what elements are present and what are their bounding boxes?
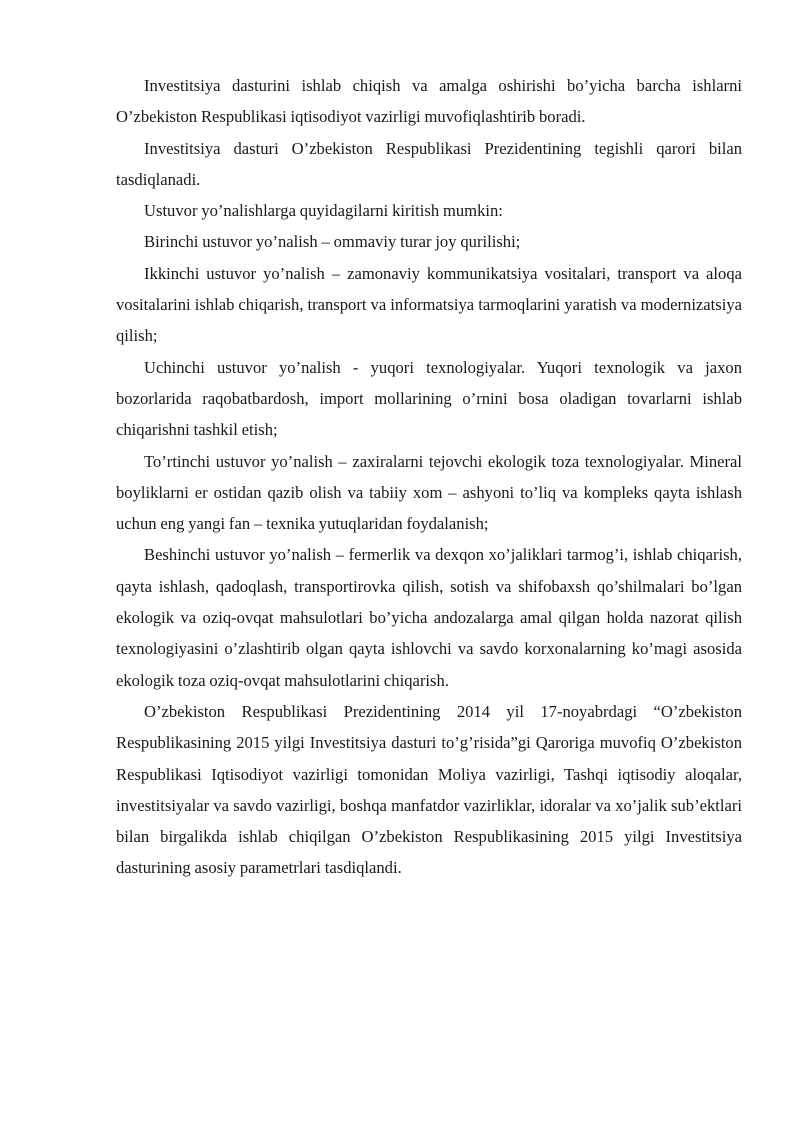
paragraph-priority-2: Ikkinchi ustuvor yo’nalish – zamonaviy kommunikatsiya vositalari, transport va aloqa vositalarini ishlab chiqarish, transport va informatsiya tarmoqlarini yaratish va modernizatsiya qilish; xyxy=(116,263,742,346)
paragraph-priority-1: Birinchi ustuvor yo’nalish – ommaviy turar joy qurilishi; xyxy=(144,232,521,252)
paragraph-decree-2015: O’zbekiston Respublikasi Prezidentining 2014 yil 17-noyabrdagi “O’zbekiston Respublikasining 2015 yilgi Investitsiya dasturi to’g’risida”gi Qaroriga muvofiq O’zbekiston Respublikasi Iqtisodiyot vazirligi tomonidan Moliya vazirligi, Tashqi iqtisodiy aloqalar, investitsiyalar va savdo vazirligi, boshqa manfatdor vazirliklar, idoralar va xo’jalik sub’ektlari bilan birgalikda ishlab chiqilgan O’zbekiston Respublikasining 2015 yilgi Investitsiya dasturining asosiy parametrlari tasdiqlandi. xyxy=(116,701,742,878)
paragraph-priorities-intro: Ustuvor yo’nalishlarga quyidagilarni kiritish mumkin: xyxy=(144,201,503,221)
paragraph-approval: Investitsiya dasturi O’zbekiston Respublikasi Prezidentining tegishli qarori bilan tasdiqlanadi. xyxy=(116,138,742,189)
paragraph-coordination: Investitsiya dasturini ishlab chiqish va amalga oshirishi bo’yicha barcha ishlarni O’zbekiston Respublikasi iqtisodiyot vazirligi muvofiqlashtirib boradi. xyxy=(116,76,742,127)
paragraph-priority-4: To’rtinchi ustuvor yo’nalish – zaxiralarni tejovchi ekologik toza texnologiyalar. Mineral boyliklarni er ostidan qazib olish va tabiiy xom – ashyoni to’liq va kompleks qayta ishlash uchun eng yangi fan – texnika yutuqlaridan foydalanish; xyxy=(116,451,742,534)
paragraph-priority-5: Beshinchi ustuvor yo’nalish – fermerlik va dexqon xo’jaliklari tarmog’i, ishlab chiqarish, qayta ishlash, qadoqlash, transportirovka qilish, sotish va shifobaxsh qo’shilmalari bo’lgan ekologik va oziq-ovqat mahsulotlari bo’yicha andozalarga amal qilgan holda nazorat qilish texnologiyasini o’zlashtirib olgan qayta ishlovchi va savdo korxonalarning ko’magi asosida ekologik toza oziq-ovqat mahsulotlarini chiqarish. xyxy=(116,545,742,690)
document-page xyxy=(116,70,742,884)
paragraph-priority-3: Uchinchi ustuvor yo’nalish - yuqori texnologiyalar. Yuqori texnologik va jaxon bozorlarida raqobatbardosh, import mollarining o’rnini bosa oladigan tovarlarni ishlab chiqarishni tashkil etish; xyxy=(116,357,742,440)
